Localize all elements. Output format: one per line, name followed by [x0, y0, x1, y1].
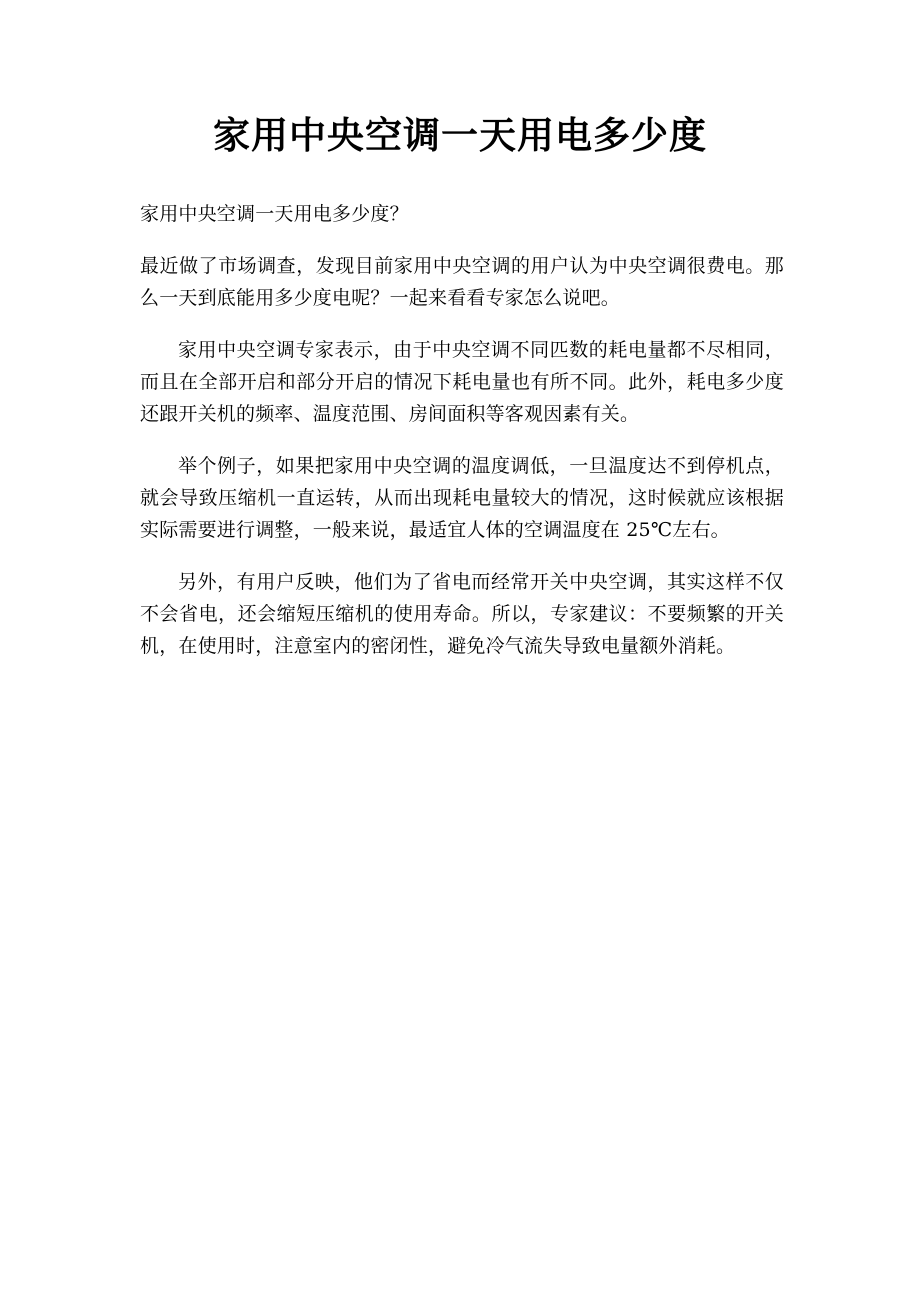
document-title: 家用中央空调一天用电多少度: [213, 114, 707, 157]
paragraph-example: 举个例子，如果把家用中央空调的温度调低，一旦温度达不到停机点，就会导致压缩机一直运转，从而出现耗电量较大的情况，这时候就应该根据实际需要进行调整，一般来说，最适宜人体的空调温度在 25℃左右。: [140, 455, 784, 541]
document-body: [140, 198, 784, 682]
paragraph-expert-view: 家用中央空调专家表示，由于中央空调不同匹数的耗电量都不尽相同，而且在全部开启和部分开启的情况下耗电量也有所不同。此外，耗电多少度还跟开关机的频率、温度范围、房间面积等客观因素有关。: [140, 339, 784, 425]
paragraph-intro: 最近做了市场调查，发现目前家用中央空调的用户认为中央空调很费电。那么一天到底能用多少度电呢？一起来看看专家怎么说吧。: [140, 255, 784, 309]
paragraph-question: 家用中央空调一天用电多少度？: [140, 203, 409, 225]
paragraph-advice: 另外，有用户反映，他们为了省电而经常开关中央空调，其实这样不仅不会省电，还会缩短压缩机的使用寿命。所以，专家建议：不要频繁的开关机，在使用时，注意室内的密闭性，避免冷气流失导致电量额外消耗。: [140, 571, 784, 657]
